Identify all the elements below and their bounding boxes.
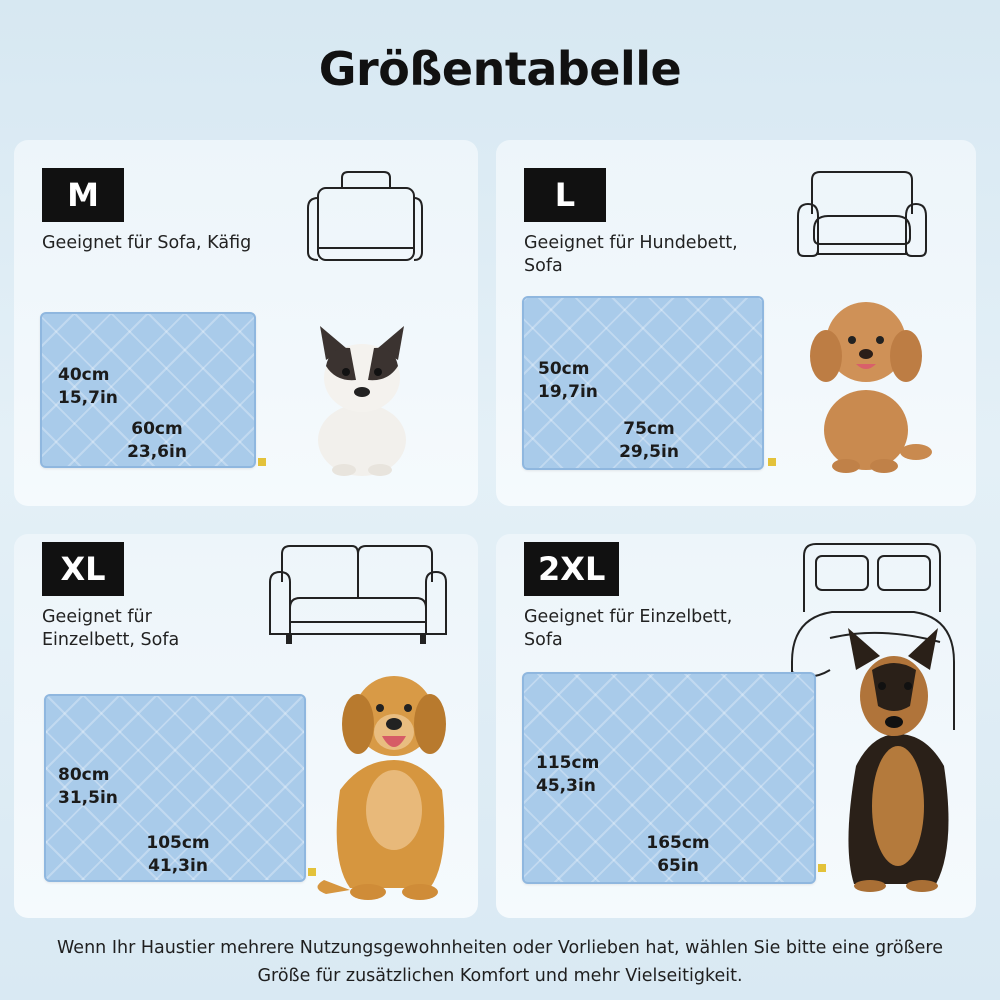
mat-width: 40cm 15,7in bbox=[58, 365, 118, 408]
size-card-m bbox=[14, 140, 478, 506]
french-bulldog-image bbox=[306, 320, 418, 476]
mat-length: 60cm 23,6in bbox=[127, 419, 187, 462]
mat-tag bbox=[768, 458, 776, 466]
sofa-icon bbox=[268, 542, 448, 646]
poodle-image bbox=[804, 290, 936, 474]
size-card-2xl bbox=[496, 534, 976, 918]
size-card-xl bbox=[14, 534, 478, 918]
size-badge: L bbox=[524, 168, 606, 222]
cage-icon bbox=[304, 168, 424, 264]
page-title: Größentabelle bbox=[318, 42, 682, 96]
size-description: Geeignet für Einzelbett, Sofa bbox=[42, 607, 180, 650]
size-badge: XL bbox=[42, 542, 124, 596]
mat-length: 105cm 41,3in bbox=[146, 833, 210, 876]
dog-bed-icon bbox=[792, 168, 932, 260]
mat-tag bbox=[818, 864, 826, 872]
golden-retriever-image bbox=[310, 660, 474, 900]
size-description: Geeignet für Einzelbett, Sofa bbox=[524, 607, 733, 650]
footer-note: Wenn Ihr Haustier mehrere Nutzungsgewohnheiten oder Vorlieben hat, wählen Sie bitte eine größere Größe für zusätzlichen Komfort und mehr Vielseitigkeit. bbox=[57, 938, 943, 986]
size-description: Geeignet für Hundebett, Sofa bbox=[524, 233, 738, 276]
mat-length: 165cm 65in bbox=[646, 833, 710, 876]
size-description: Geeignet für Sofa, Käfig bbox=[42, 233, 252, 253]
mat-width: 50cm 19,7in bbox=[538, 359, 598, 402]
mat-width: 80cm 31,5in bbox=[58, 765, 118, 808]
german-shepherd-image bbox=[826, 626, 966, 892]
mat-length: 75cm 29,5in bbox=[619, 419, 679, 462]
mat-tag bbox=[258, 458, 266, 466]
mat-width: 115cm 45,3in bbox=[536, 753, 600, 796]
size-badge: M bbox=[42, 168, 124, 222]
size-card-l bbox=[496, 140, 976, 506]
size-badge: 2XL bbox=[524, 542, 619, 596]
